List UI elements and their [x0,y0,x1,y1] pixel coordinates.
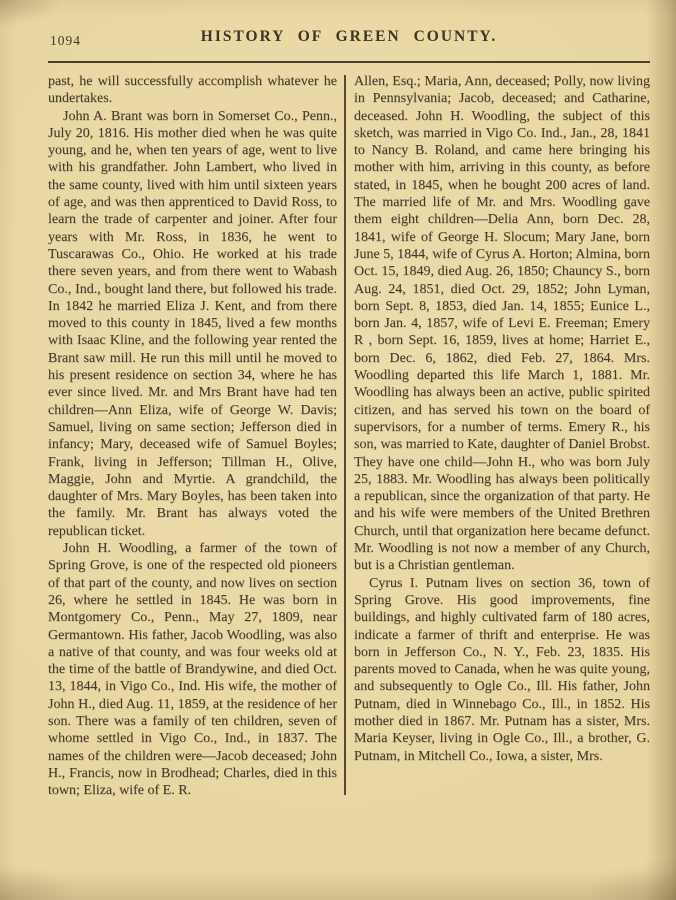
paragraph-woodling-continuation: Allen, Esq.; Maria, Ann, deceased; Polly, now living in Pennsylvania; Jacob, deceased; and Catharine, deceased. John H. Woodling, the subject of this sketch, was married in Vigo Co. Ind., Jan., 28, 1841 to Nancy B. Roland, and came here bringing his mother with him, arriving in this county, as before stated, in 1845, when he bought 200 acres of land. The married life of Mr. and Mrs. Woodling gave them eight children—Delia Ann, born Dec. 28, 1841, wife of George H. Slocum; Mary Jane, born June 5, 1844, wife of Cyrus A. Horton; Almina, born Oct. 15, 1849, died Aug. 26, 1850; Chauncy S., born Aug. 24, 1851, died Oct. 29, 1852; John Lyman, born Sept. 8, 1853, died Jan. 14, 1855; Eunice L., born Jan. 4, 1857, wife of Levi E. Freeman; Emery R , born Sept. 16, 1859, lives at home; Harriet E., born Dec. 6, 1862, died Feb. 27, 1864. Mrs. Woodling departed this life March 1, 1881. Mr. Woodling has always been an active, public spirited citizen, and has served his town on the board of supervisors, for a number of terms. Emery R., his son, was married to Kate, daughter of Daniel Brobst. They have one child—John H., who was born July 25, 1883. Mr. Woodling has always been politically a republican, since the organization of that party. He and his wife were members of the United Brethren Church, until that organization here became defunct. Mr. Woodling is not now a member of any Church, but is a Christian gentleman. [354,74,650,574]
right-column [354,73,650,799]
column-divider-rule [344,75,346,795]
page-number: 1094 [50,33,81,48]
page-header [48,28,650,52]
paragraph-cyrus-putnam: Cyrus I. Putnam lives on section 36, town of Spring Grove. His good improvements, fine buildings, and highly cultivated farm of 180 acres, indicate a farmer of thrift and enterprise. He was born in Jefferson Co., N. Y., Feb. 23, 1835. His parents moved to Canada, when he was quite young, and subsequently to Ogle Co., Ill. His father, John Putnam, died in Winnebago Co., Ill., in 1852. His mother died in 1867. Mr. Putnam has a sister, Mrs. Maria Keyser, living in Ogle Co., Ill., a brother, G. Putnam, in Mitchell Co., Iowa, a sister, Mrs. [354,575,650,764]
text-columns [48,73,650,799]
page-title: HISTORY OF GREEN COUNTY. [200,28,498,45]
paragraph-john-a-brant: John A. Brant was born in Somerset Co., Penn., July 20, 1816. His mother died when he was quite young, and he, when ten years of age, went to live with his grandfather. John Lambert, who lived in the same county, lived with him until sixteen years of age, and was then apprenticed to David Ross, to learn the trade of carpenter and joiner. After four years with Mr. Ross, in 1836, he went to Tuscarawas Co., Ohio. He worked at his trade there seven years, and from there went to Wabash Co., Ind., bought land there, but followed his trade. In 1842 he married Eliza J. Kent, and from there moved to this county in 1845, lived a few months with Isaac Kline, and the following year rented the Brant saw mill. He run this mill until he moved to his present residence on section 34, where he has ever since lived. Mr. and Mrs Brant have had ten children—Ann Eliza, wife of George W. Davis; Samuel, living on same section; Jefferson died in infancy; Mary, deceased wife of Samuel Boyles; Frank, living in Jefferson; Tillman H., Olive, Maggie, John and Myrtie. A grandchild, the daughter of Mrs. Mary Boyles, has been taken into the family. Mr. Brant has always voted the republican ticket. [48,108,337,539]
header-rule [48,61,650,63]
paragraph-continuation: past, he will successfully accomplish whatever he undertakes. [48,74,337,107]
paragraph-john-h-woodling: John H. Woodling, a farmer of the town of Spring Grove, is one of the respected old pioneers of that part of the county, and now lives on section 26, where he settled in 1845. He was born in Montgomery Co., Penn., May 27, 1809, near Germantown. His father, Jacob Woodling, was also a native of that county, and was four weeks old at the time of the battle of Brandywine, and died Oct. 13, 1844, in Vigo Co., Ind. His wife, the mother of John H., died Aug. 11, 1859, at the residence of her son. There was a family of ten children, seven of whome settled in Vigo Co., Ind., in 1837. The names of the children were—Jacob deceased; John H., Francis, now in Brodhead; Charles, died in this town; Eliza, wife of E. R. [48,541,337,799]
left-column [48,73,337,799]
